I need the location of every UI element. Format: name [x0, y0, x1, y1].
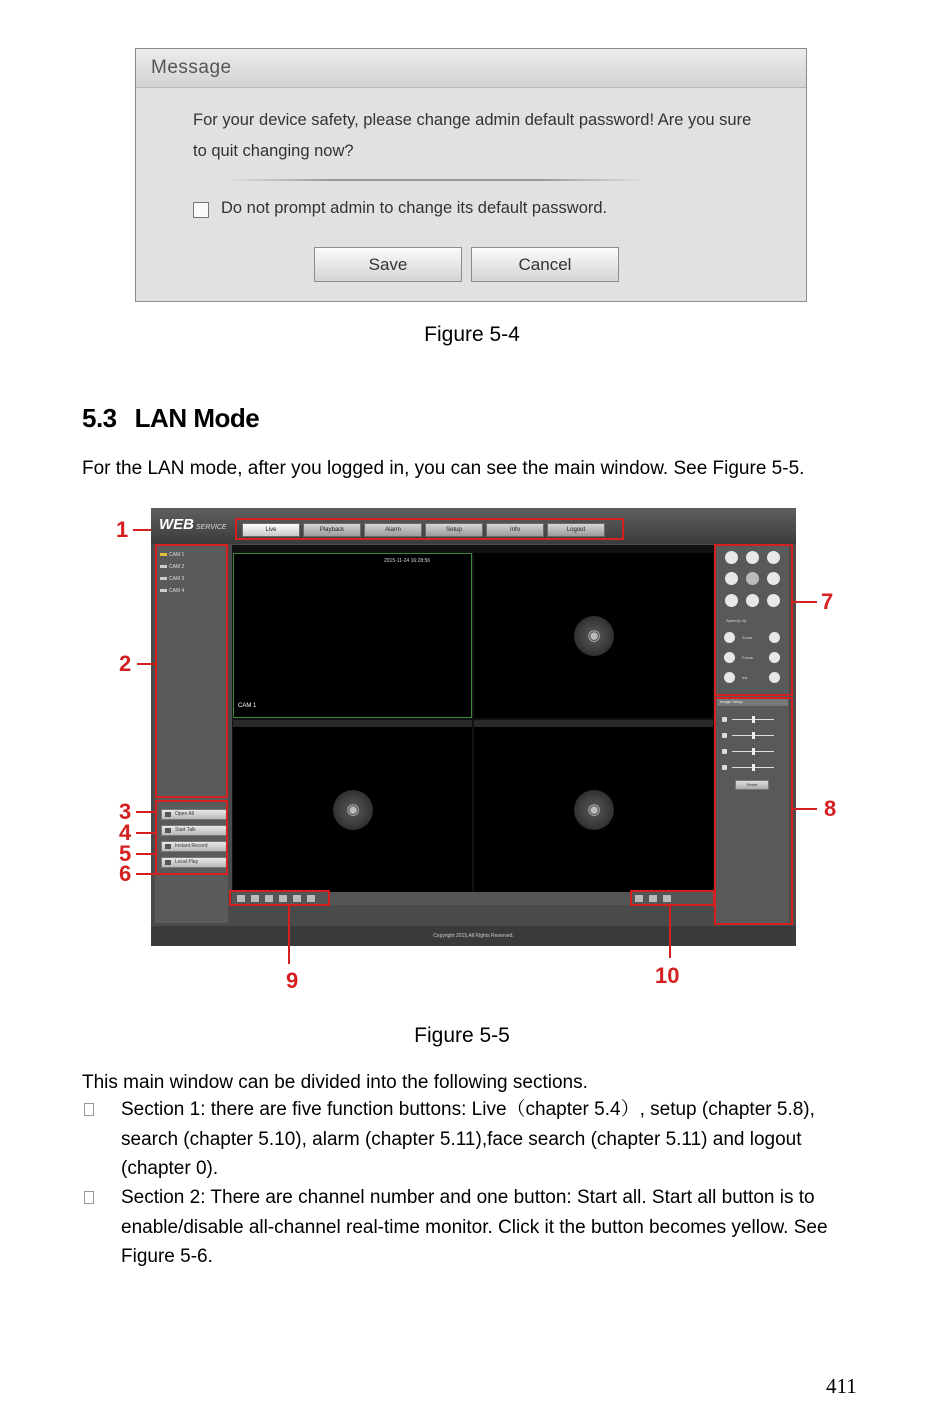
cancel-button[interactable]: Cancel — [471, 247, 619, 282]
sections-intro: This main window can be divided into the following sections. — [82, 1072, 588, 1093]
callout-line — [669, 906, 671, 958]
iris-label: Iris — [742, 675, 748, 680]
channel-label: CAM 4 — [169, 588, 185, 594]
web-footer: Copyright 2015,All Rights Reserved. — [151, 926, 796, 946]
web-main-window — [151, 508, 796, 946]
callout-line — [136, 853, 156, 855]
bullet-text: Section 2: There are channel number and one button: Start all. Start all button is to enable/disable all-channel real-time monitor. Click it the button becomes yellow. See Figure 5-6. — [121, 1187, 828, 1267]
tab-live[interactable]: Live — [242, 523, 300, 537]
focus-label: Focus — [742, 655, 753, 660]
callout-box-2 — [155, 544, 228, 798]
dialog-separator — [226, 179, 646, 181]
speed-label: Speed(1-8) — [726, 618, 747, 623]
message-dialog — [135, 48, 807, 302]
bullet-item — [82, 1183, 872, 1272]
figure-caption-5-4: Figure 5-4 — [424, 323, 520, 346]
figure-caption-5-5: Figure 5-5 — [414, 1024, 510, 1047]
callout-box-3-6 — [155, 800, 228, 875]
callout-box-1 — [235, 518, 624, 540]
video-cell-bar — [233, 720, 472, 727]
callout-line — [136, 811, 156, 813]
callout-number: 10 — [655, 963, 680, 988]
video-cell[interactable] — [233, 727, 472, 892]
callout-line — [793, 808, 817, 810]
web-logo-sub: SERVICE — [196, 524, 227, 531]
callout-line — [133, 529, 151, 531]
bullet-text: Section 1: there are five function buttons: Live（chapter 5.4）, setup (chapter 5.8), search (chapter 5.10), alarm (chapter 5.11),face search (chapter 5.11) and logout (chapter 0). — [121, 1099, 815, 1179]
callout-number: 6 — [119, 861, 132, 886]
callout-line — [136, 832, 156, 834]
callout-number: 1 — [116, 517, 129, 542]
video-cell[interactable] — [233, 553, 472, 718]
camera-placeholder-icon: ◉ — [333, 790, 373, 830]
reset-button[interactable]: Reset — [735, 780, 769, 790]
callout-number: 4 — [119, 820, 132, 845]
callout-line — [136, 873, 156, 875]
timestamp: 2015-11-24 16:28:56 — [384, 558, 431, 564]
video-area — [232, 545, 714, 902]
open-all-label: Open All — [175, 811, 194, 817]
no-prompt-checkbox[interactable] — [193, 202, 209, 218]
callout-number: 2 — [119, 651, 132, 676]
callout-line — [288, 906, 290, 964]
callout-box-9 — [229, 890, 330, 906]
dialog-title: Message — [136, 49, 806, 88]
video-cell[interactable] — [474, 553, 713, 718]
local-play-label: Local Play — [175, 859, 199, 865]
tab-playback[interactable]: Playback — [303, 523, 361, 537]
section-title: LAN Mode — [134, 403, 260, 433]
callout-number: 8 — [824, 796, 837, 821]
camera-placeholder-icon: ◉ — [574, 616, 614, 656]
bullet-marker-icon — [84, 1191, 94, 1204]
callout-line — [793, 601, 817, 603]
web-logo-text: WEB — [159, 516, 194, 533]
bullet-item — [82, 1095, 872, 1184]
dialog-message: For your device safety, please change admin default password! Are you sure to quit changing now? — [193, 111, 752, 160]
image-setup-header: Image Setup — [717, 699, 788, 706]
no-prompt-label[interactable]: Do not prompt admin to change its default password. — [221, 199, 608, 217]
section-number: 5.3 — [82, 403, 117, 433]
save-button[interactable]: Save — [314, 247, 462, 282]
callout-box-8 — [714, 697, 793, 925]
tab-info[interactable]: Info — [486, 523, 544, 537]
zoom-label: Zoom — [742, 635, 753, 640]
callout-number: 9 — [286, 968, 299, 993]
video-cell[interactable] — [474, 727, 713, 892]
callout-box-10 — [630, 890, 715, 906]
section-heading — [82, 403, 259, 434]
intro-paragraph: For the LAN mode, after you logged in, you can see the main window. See Figure 5-5. — [82, 458, 805, 479]
page-number: 411 — [826, 1374, 857, 1398]
channel-label: CAM 3 — [169, 576, 185, 582]
callout-box-7 — [714, 544, 793, 696]
callout-number: 3 — [119, 799, 132, 824]
bullet-marker-icon — [84, 1103, 94, 1116]
web-logo — [159, 516, 227, 533]
channel-label: CAM 1 — [169, 552, 185, 558]
tab-alarm[interactable]: Alarm — [364, 523, 422, 537]
tab-setup[interactable]: Setup — [425, 523, 483, 537]
callout-number: 7 — [821, 589, 834, 614]
instant-record-label: Instant Record — [175, 843, 208, 849]
start-talk-label: Start Talk — [175, 827, 196, 833]
video-cam-label: CAM 1 — [238, 703, 257, 709]
video-cell-bar — [474, 720, 713, 727]
tab-logout[interactable]: Logout — [547, 523, 605, 537]
channel-label: CAM 2 — [169, 564, 185, 570]
callout-line — [137, 663, 155, 665]
camera-placeholder-icon: ◉ — [574, 790, 614, 830]
callout-number: 5 — [119, 841, 132, 866]
